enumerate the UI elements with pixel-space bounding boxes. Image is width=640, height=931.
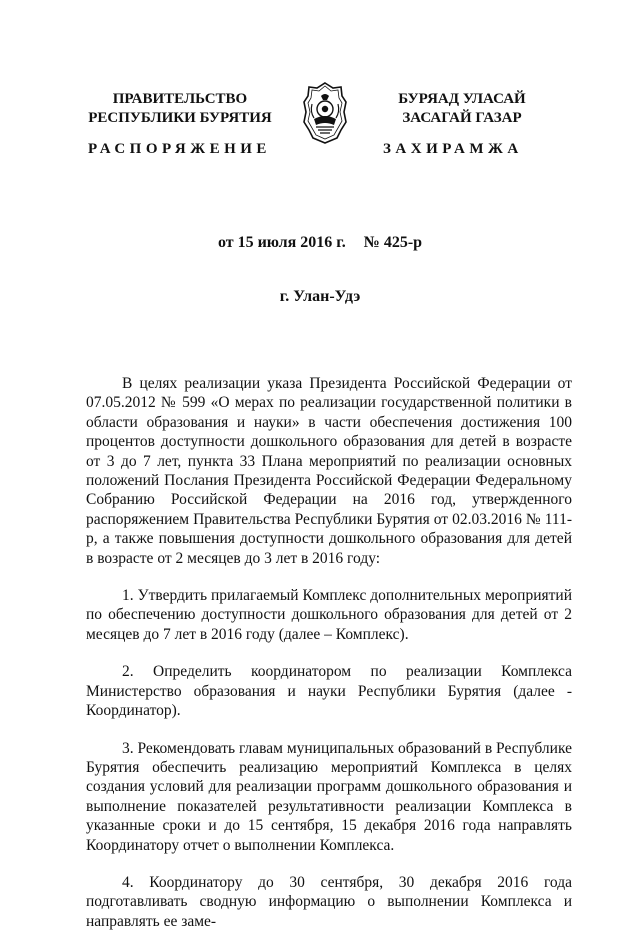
clause-paragraph: 4. Координатору до 30 сентября, 30 декабря 2016 года подготавливать сводную информацию о выполнении Комплекса и направлять ее заме- [86,873,572,930]
issuer-line-1-buryat: БУРЯАД УЛАСАЙ [398,91,526,107]
preamble-paragraph: В целях реализации указа Президента Российской Федерации от 07.05.2012 № 599 «О мерах по реализации государственной политики в области образования и науки» в части обеспечения достижения 100 процентов доступности дошкольного образования для детей в возрасте от 3 до 7 лет, пункта 33 Плана мероприятий по реализации основных положений Послания Президента Российской Федерации Федеральному Собранию Российской Федерации на 2016 год, утвержденного распоряжением Правительства Республики Бурятия от 02.03.2016 № 111-р, а также повышения доступности дошкольного образования для детей в возрасте от 2 месяцев до 3 лет в 2016 году: [86,375,572,567]
clause-paragraph: 2. Определить координатором по реализации Комплекса Министерство образования и науки Республики Бурятия (далее - Координатор). [86,663,572,720]
document-type-buryat: ЗАХИРАМЖА [383,141,523,157]
issuer-header-buryat [362,90,562,128]
issuer-line-1: ПРАВИТЕЛЬСТВО [112,91,248,107]
issuer-header-russian [84,90,276,128]
document-date: от 15 июля 2016 г. [217,234,346,251]
document-city: г. Улан-Удэ [279,288,361,305]
issuer-line-2: РЕСПУБЛИКИ БУРЯТИЯ [88,110,272,126]
clause-paragraph: 1. Утвердить прилагаемый Комплекс дополнительных мероприятий по обеспечению доступности дошкольного образования для детей от 2 месяцев до 7 лет в 2016 году (далее – Комплекс). [86,587,572,643]
document-body [86,374,572,931]
issuer-line-2-buryat: ЗАСАГАЙ ГАЗАР [402,110,522,126]
document-date-number [0,234,640,252]
coat-of-arms-icon [303,82,347,144]
document-number: № 425-р [363,234,423,251]
document-type-russian: РАСПОРЯЖЕНИЕ [88,141,271,157]
clause-paragraph: 3. Рекомендовать главам муниципальных образований в Республике Бурятия обеспечить реализацию мероприятий Комплекса в целях создания условий для реализации программ дошкольного образования и выполнение показателей результативности реализации Комплекса в указанные сроки и до 15 сентября, 15 декабря 2016 года направлять Координатору отчет о выполнении Комплекса. [86,739,572,854]
